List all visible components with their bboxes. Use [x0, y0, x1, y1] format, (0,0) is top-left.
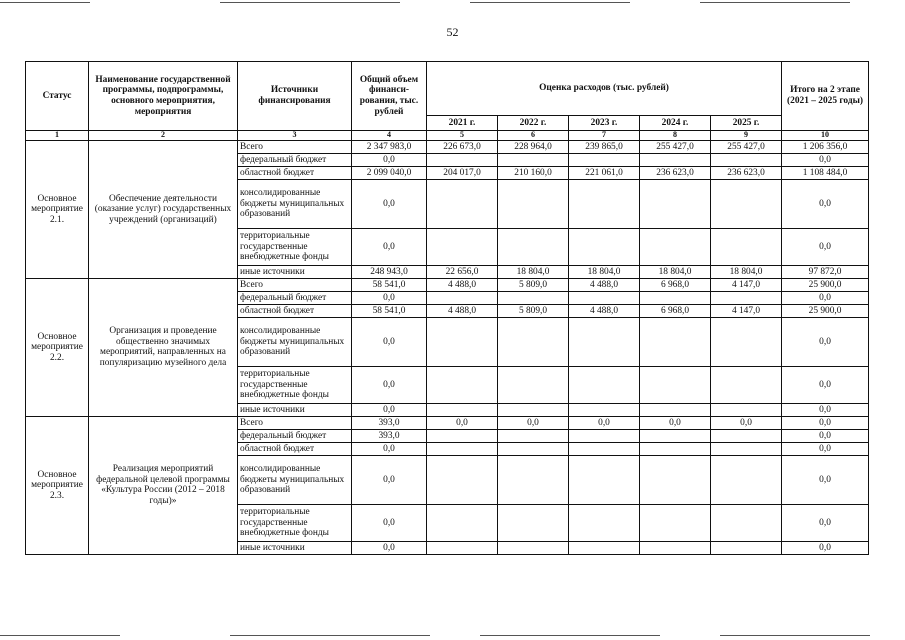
- funding-source: Всего: [238, 416, 352, 429]
- column-number: 6: [498, 131, 569, 141]
- year-amount: [711, 153, 782, 166]
- year-amount: [427, 179, 498, 228]
- year-amount: [498, 317, 569, 366]
- stage-total-amount: 1 206 356,0: [782, 140, 869, 153]
- year-amount: [498, 366, 569, 403]
- stage-total-amount: 0,0: [782, 153, 869, 166]
- total-amount: 248 943,0: [352, 265, 427, 278]
- column-number: 9: [711, 131, 782, 141]
- year-amount: [427, 541, 498, 554]
- funding-source: иные источники: [238, 403, 352, 416]
- year-amount: [569, 179, 640, 228]
- year-amount: 204 017,0: [427, 166, 498, 179]
- year-amount: 0,0: [711, 416, 782, 429]
- header-program-name: Наименование государственной программы, подпрограммы, основного мероприятия, мероприятия: [89, 62, 238, 131]
- column-number: 10: [782, 131, 869, 141]
- total-amount: 58 541,0: [352, 278, 427, 291]
- year-amount: 6 968,0: [640, 278, 711, 291]
- funding-source: Всего: [238, 140, 352, 153]
- year-amount: [711, 403, 782, 416]
- stage-total-amount: 0,0: [782, 291, 869, 304]
- stage-total-amount: 0,0: [782, 403, 869, 416]
- total-amount: 0,0: [352, 291, 427, 304]
- funding-source: Всего: [238, 278, 352, 291]
- year-amount: [498, 291, 569, 304]
- year-amount: [711, 442, 782, 455]
- page-number: 52: [446, 25, 459, 39]
- year-amount: 4 147,0: [711, 278, 782, 291]
- year-amount: [569, 455, 640, 504]
- year-amount: [640, 504, 711, 541]
- scan-edge-mark: [720, 635, 870, 636]
- stage-total-amount: 1 108 484,0: [782, 166, 869, 179]
- year-amount: 5 809,0: [498, 278, 569, 291]
- year-amount: [498, 179, 569, 228]
- year-amount: 221 061,0: [569, 166, 640, 179]
- year-amount: [427, 442, 498, 455]
- activity-status: Основное мероприятие 2.1.: [26, 140, 89, 278]
- stage-total-amount: 25 900,0: [782, 304, 869, 317]
- year-amount: [569, 291, 640, 304]
- year-amount: [711, 541, 782, 554]
- total-amount: 0,0: [352, 366, 427, 403]
- stage-total-amount: 0,0: [782, 317, 869, 366]
- stage-total-amount: 0,0: [782, 541, 869, 554]
- header-total: Общий объем финанси-рования, тыс. рублей: [352, 62, 427, 131]
- stage-total-amount: 0,0: [782, 179, 869, 228]
- header-estimate: Оценка расходов (тыс. рублей): [427, 62, 782, 116]
- column-number: 2: [89, 131, 238, 141]
- year-amount: [640, 153, 711, 166]
- year-amount: [569, 317, 640, 366]
- total-amount: 0,0: [352, 442, 427, 455]
- funding-source: территориальные государственные внебюджетные фонды: [238, 504, 352, 541]
- total-amount: 0,0: [352, 179, 427, 228]
- table-row: [26, 416, 869, 429]
- year-amount: 6 968,0: [640, 304, 711, 317]
- year-amount: [711, 291, 782, 304]
- total-amount: 0,0: [352, 153, 427, 166]
- total-amount: 393,0: [352, 429, 427, 442]
- year-amount: 0,0: [640, 416, 711, 429]
- stage-total-amount: 25 900,0: [782, 278, 869, 291]
- total-amount: 0,0: [352, 455, 427, 504]
- year-amount: 4 488,0: [569, 278, 640, 291]
- stage-total-amount: 0,0: [782, 442, 869, 455]
- total-amount: 0,0: [352, 317, 427, 366]
- column-number: 4: [352, 131, 427, 141]
- header-year: 2025 г.: [711, 116, 782, 131]
- funding-source: консолидированные бюджеты муниципальных образований: [238, 455, 352, 504]
- funding-source: областной бюджет: [238, 304, 352, 317]
- scan-edge-mark: [0, 2, 90, 3]
- year-amount: [569, 403, 640, 416]
- column-number: 8: [640, 131, 711, 141]
- year-amount: [427, 504, 498, 541]
- table-row: [26, 140, 869, 153]
- year-amount: 255 427,0: [640, 140, 711, 153]
- year-amount: 228 964,0: [498, 140, 569, 153]
- funding-source: федеральный бюджет: [238, 153, 352, 166]
- funding-source: иные источники: [238, 265, 352, 278]
- stage-total-amount: 0,0: [782, 228, 869, 265]
- year-amount: [498, 403, 569, 416]
- scan-edge-mark: [700, 2, 850, 3]
- year-amount: [640, 291, 711, 304]
- header-year: 2022 г.: [498, 116, 569, 131]
- year-amount: [427, 228, 498, 265]
- stage-total-amount: 97 872,0: [782, 265, 869, 278]
- budget-table: [25, 61, 869, 555]
- total-amount: 2 347 983,0: [352, 140, 427, 153]
- funding-source: иные источники: [238, 541, 352, 554]
- year-amount: 4 147,0: [711, 304, 782, 317]
- year-amount: [427, 455, 498, 504]
- year-amount: 239 865,0: [569, 140, 640, 153]
- scan-edge-mark: [480, 635, 660, 636]
- year-amount: [498, 504, 569, 541]
- stage-total-amount: 0,0: [782, 366, 869, 403]
- year-amount: [498, 228, 569, 265]
- year-amount: [569, 228, 640, 265]
- header-year: 2024 г.: [640, 116, 711, 131]
- table-row: [26, 278, 869, 291]
- year-amount: [711, 366, 782, 403]
- year-amount: 236 623,0: [640, 166, 711, 179]
- header-year: 2021 г.: [427, 116, 498, 131]
- year-amount: [711, 228, 782, 265]
- year-amount: [569, 153, 640, 166]
- year-amount: 226 673,0: [427, 140, 498, 153]
- column-number: 5: [427, 131, 498, 141]
- scan-edge-mark: [230, 635, 430, 636]
- funding-source: территориальные государственные внебюджетные фонды: [238, 228, 352, 265]
- year-amount: 0,0: [498, 416, 569, 429]
- year-amount: [711, 317, 782, 366]
- funding-source: федеральный бюджет: [238, 291, 352, 304]
- year-amount: 236 623,0: [711, 166, 782, 179]
- activity-status: Основное мероприятие 2.3.: [26, 416, 89, 554]
- year-amount: 0,0: [427, 416, 498, 429]
- column-number: 1: [26, 131, 89, 141]
- funding-source: территориальные государственные внебюджетные фонды: [238, 366, 352, 403]
- year-amount: 4 488,0: [427, 304, 498, 317]
- year-amount: [711, 429, 782, 442]
- year-amount: 4 488,0: [427, 278, 498, 291]
- year-amount: [640, 228, 711, 265]
- funding-source: консолидированные бюджеты муниципальных образований: [238, 317, 352, 366]
- funding-source: областной бюджет: [238, 166, 352, 179]
- total-amount: 2 099 040,0: [352, 166, 427, 179]
- year-amount: 18 804,0: [711, 265, 782, 278]
- year-amount: [711, 179, 782, 228]
- header-sources: Источники финансирования: [238, 62, 352, 131]
- funding-source: консолидированные бюджеты муниципальных образований: [238, 179, 352, 228]
- funding-source: областной бюджет: [238, 442, 352, 455]
- total-amount: 0,0: [352, 228, 427, 265]
- year-amount: 255 427,0: [711, 140, 782, 153]
- activity-name: Реализация мероприятий федеральной целевой программы «Культура России (2012 – 2018 годы)»: [89, 416, 238, 554]
- year-amount: [427, 291, 498, 304]
- year-amount: [640, 455, 711, 504]
- header-stage-total: Итого на 2 этапе (2021 – 2025 годы): [782, 62, 869, 131]
- year-amount: [427, 153, 498, 166]
- year-amount: [711, 504, 782, 541]
- year-amount: [498, 455, 569, 504]
- year-amount: [640, 429, 711, 442]
- year-amount: [569, 442, 640, 455]
- year-amount: [427, 403, 498, 416]
- activity-status: Основное мероприятие 2.2.: [26, 278, 89, 416]
- total-amount: 393,0: [352, 416, 427, 429]
- total-amount: 0,0: [352, 541, 427, 554]
- year-amount: [569, 366, 640, 403]
- year-amount: [569, 541, 640, 554]
- total-amount: 58 541,0: [352, 304, 427, 317]
- year-amount: [640, 541, 711, 554]
- year-amount: [640, 179, 711, 228]
- year-amount: 0,0: [569, 416, 640, 429]
- year-amount: [569, 429, 640, 442]
- table-body: [26, 140, 869, 554]
- year-amount: [427, 429, 498, 442]
- activity-name: Организация и проведение общественно значимых мероприятий, направленных на популяризацию музейного дела: [89, 278, 238, 416]
- column-number: 3: [238, 131, 352, 141]
- year-amount: [569, 504, 640, 541]
- header-year: 2023 г.: [569, 116, 640, 131]
- activity-name: Обеспечение деятельности (оказание услуг) государственных учреждений (организаций): [89, 140, 238, 278]
- header-status: Статус: [26, 62, 89, 131]
- total-amount: 0,0: [352, 504, 427, 541]
- year-amount: [640, 403, 711, 416]
- year-amount: 5 809,0: [498, 304, 569, 317]
- year-amount: [498, 153, 569, 166]
- year-amount: [427, 366, 498, 403]
- year-amount: [640, 317, 711, 366]
- stage-total-amount: 0,0: [782, 455, 869, 504]
- year-amount: [427, 317, 498, 366]
- stage-total-amount: 0,0: [782, 504, 869, 541]
- year-amount: [711, 455, 782, 504]
- year-amount: [498, 429, 569, 442]
- year-amount: 18 804,0: [498, 265, 569, 278]
- funding-source: федеральный бюджет: [238, 429, 352, 442]
- year-amount: 18 804,0: [569, 265, 640, 278]
- stage-total-amount: 0,0: [782, 416, 869, 429]
- scan-edge-mark: [470, 2, 630, 3]
- year-amount: 4 488,0: [569, 304, 640, 317]
- year-amount: [640, 366, 711, 403]
- year-amount: 18 804,0: [640, 265, 711, 278]
- stage-total-amount: 0,0: [782, 429, 869, 442]
- year-amount: 22 656,0: [427, 265, 498, 278]
- scan-edge-mark: [0, 635, 120, 636]
- year-amount: 210 160,0: [498, 166, 569, 179]
- year-amount: [640, 442, 711, 455]
- year-amount: [498, 442, 569, 455]
- scan-edge-mark: [220, 2, 400, 3]
- column-number: 7: [569, 131, 640, 141]
- total-amount: 0,0: [352, 403, 427, 416]
- year-amount: [498, 541, 569, 554]
